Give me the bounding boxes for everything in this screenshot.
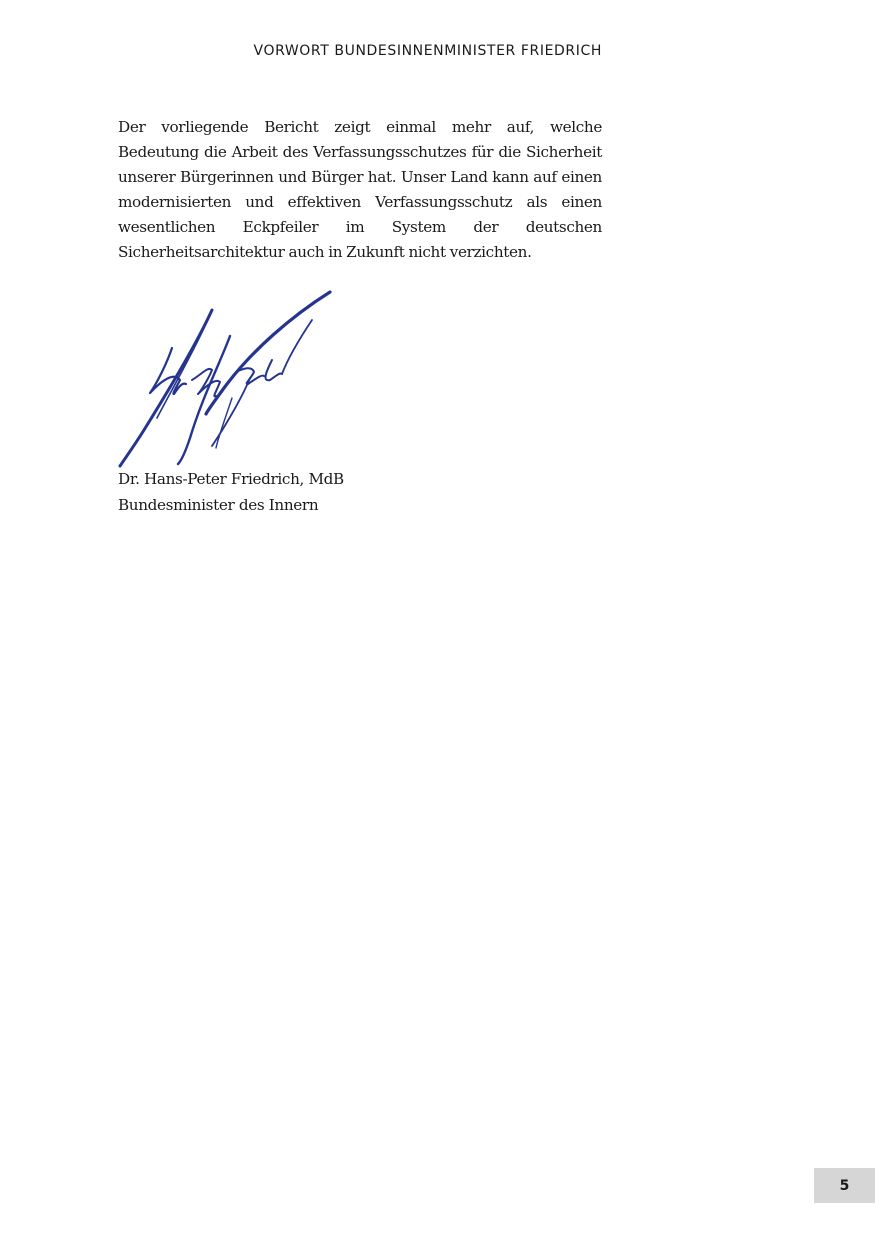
page-number: 5 [839,1177,850,1194]
body-paragraph: Der vorliegende Bericht zeigt einmal mehr auf, welche Bedeutung die Arbeit des Verfassungsschutzes für die Sicherheit unserer Bürgerinnen und Bürger hat. Unser Land kann auf einen modernisierten und effektiven Verfassungsschutz als einen wesentlichen Eckpfeiler im System der deutschen Sicherheitsarchitektur auch in Zukunft nicht verzichten. [118,118,602,261]
signer-title: Bundesminister des Innern [118,496,319,514]
page-number-badge [814,1168,875,1203]
handwritten-signature [112,288,337,470]
signer-name: Dr. Hans-Peter Friedrich, MdB [118,470,344,488]
running-header: VORWORT BUNDESINNENMINISTER FRIEDRICH [253,43,602,59]
